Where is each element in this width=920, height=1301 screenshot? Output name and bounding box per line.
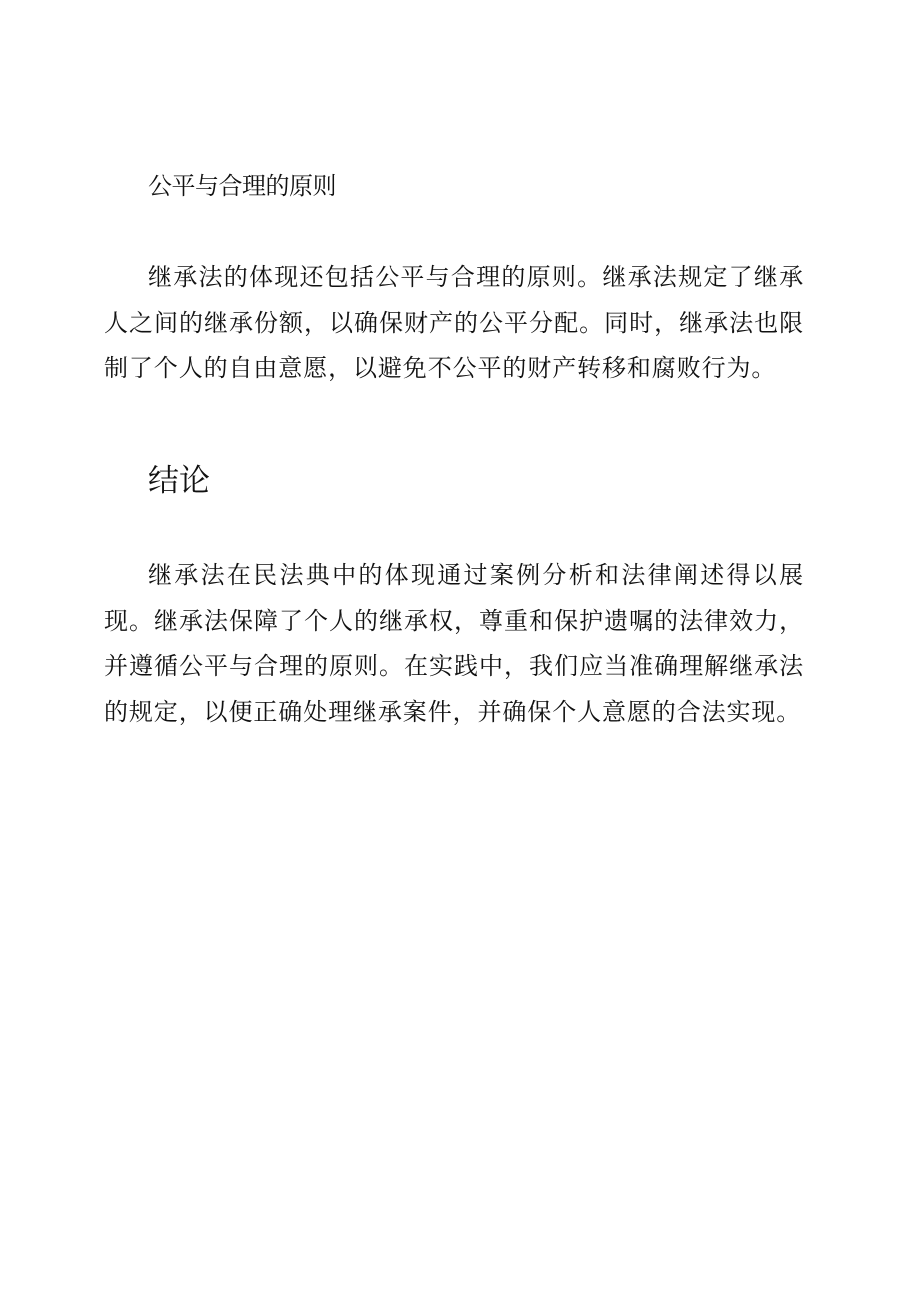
paragraph-fairness: 继承法的体现还包括公平与合理的原则。继承法规定了继承人之间的继承份额，以确保财产的公平分配。同时，继承法也限制了个人的自由意愿，以避免不公平的财产转移和腐败行为。 xyxy=(104,263,804,382)
section-heading-conclusion: 结论 xyxy=(148,463,210,499)
section-heading-fairness: 公平与合理的原则 xyxy=(148,172,336,200)
paragraph-conclusion: 继承法在民法典中的体现通过案例分析和法律阐述得以展现。继承法保障了个人的继承权，尊重和保护遗嘱的法律效力，并遵循公平与合理的原则。在实践中，我们应当准确理解继承法的规定，以便正确处理继承案件，并确保个人意愿的合法实现。 xyxy=(104,561,804,726)
